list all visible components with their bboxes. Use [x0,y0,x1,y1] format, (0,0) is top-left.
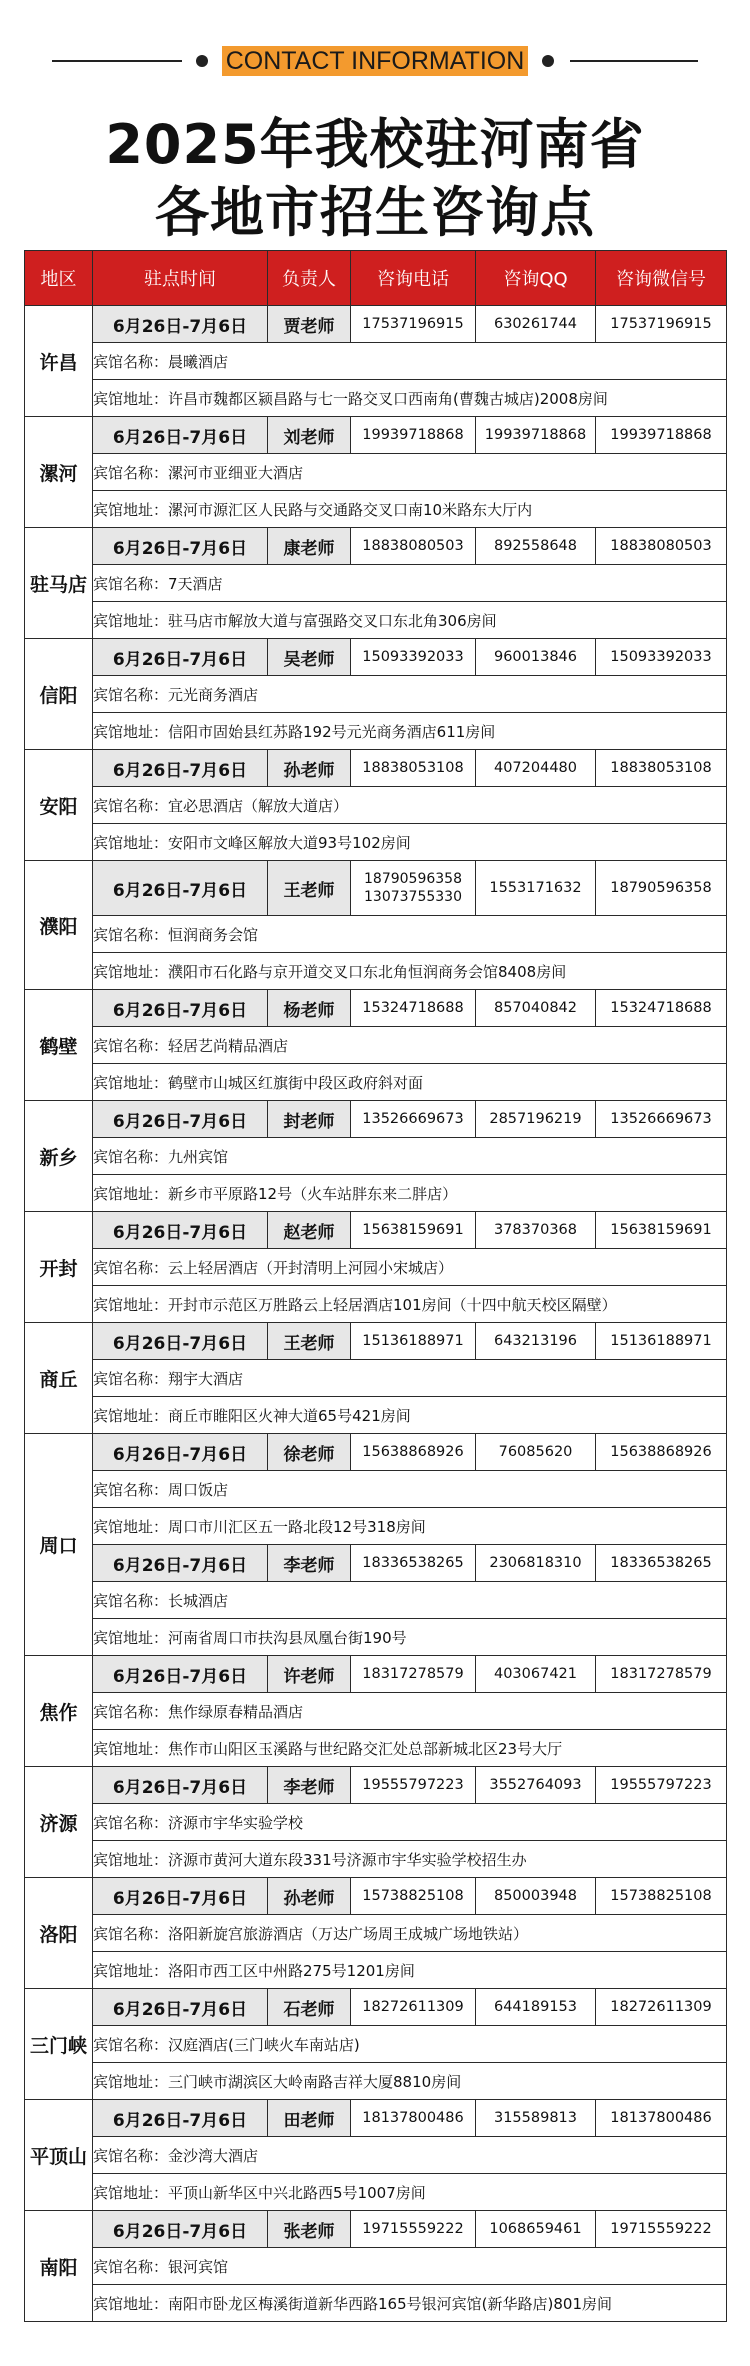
info-value: 宜必思酒店（解放大道店） [168,796,349,815]
period-cell: 6月26日-7月6日 [93,1545,268,1582]
table-row [25,1656,727,1693]
page-subtitle: 各地市招生咨询点 [155,181,595,244]
info-label: 宾馆地址： [93,500,169,519]
phone-cell: 19715559222 [351,2211,476,2248]
phone-number: 13073755330 [364,889,462,905]
contact-person: 孙老师 [268,1878,351,1915]
hotel-name [93,2137,727,2174]
wechat-cell: 13526669673 [596,1101,727,1138]
period-cell: 6月26日-7月6日 [93,306,268,343]
wechat-cell: 19555797223 [596,1767,727,1804]
wechat-cell: 15093392033 [596,639,727,676]
table-row [25,1434,727,1471]
contact-person: 刘老师 [268,417,351,454]
qq-cell: 644189153 [476,1989,596,2026]
region-cell: 安阳 [25,750,93,861]
info-value: 漯河市源汇区人民路与交通路交叉口南10米路东大厅内 [168,500,533,519]
info-label: 宾馆地址： [93,389,169,408]
table-row [25,2063,727,2100]
period-cell: 6月26日-7月6日 [93,1101,268,1138]
hotel-address [93,2063,727,2100]
table-row [25,2100,727,2137]
qq-cell: 76085620 [476,1434,596,1471]
contact-person: 王老师 [268,861,351,916]
info-label: 宾馆名称： [93,1147,169,1166]
info-label: 宾馆地址： [93,1184,169,1203]
info-value: 济源市宇华实验学校 [168,1813,304,1832]
table-row [25,1767,727,1804]
info-label: 宾馆名称： [93,1258,169,1277]
info-label: 宾馆地址： [93,1739,169,1758]
qq-cell: 2306818310 [476,1545,596,1582]
info-value: 鹤壁市山城区红旗街中段区政府斜对面 [168,1073,424,1092]
contact-person: 孙老师 [268,750,351,787]
hotel-name [93,1582,727,1619]
table-row [25,2211,727,2248]
region-cell: 鹤壁 [25,990,93,1101]
info-value: 濮阳市石化路与京开道交叉口东北角恒润商务会馆8408房间 [168,962,567,981]
table-row [25,1545,727,1582]
hotel-address [93,713,727,750]
info-value: 晨曦酒店 [168,352,229,371]
qq-cell: 315589813 [476,2100,596,2137]
period-cell: 6月26日-7月6日 [93,750,268,787]
info-label: 宾馆名称： [93,1480,169,1499]
hotel-name [93,1027,727,1064]
hotel-name [93,1915,727,1952]
phone-cell: 18317278579 [351,1656,476,1693]
info-label: 宾馆名称： [93,796,169,815]
table-row [25,491,727,528]
hotel-address [93,1508,727,1545]
divider-line [52,60,182,62]
period-cell: 6月26日-7月6日 [93,1989,268,2026]
info-value: 平顶山新华区中兴北路西5号1007房间 [168,2183,426,2202]
hotel-address [93,602,727,639]
qq-cell: 19939718868 [476,417,596,454]
table-row [25,953,727,990]
hotel-address [93,1730,727,1767]
hotel-address [93,1175,727,1212]
wechat-cell: 15324718688 [596,990,727,1027]
hotel-name [93,676,727,713]
phone-cell: 15136188971 [351,1323,476,1360]
region-cell: 信阳 [25,639,93,750]
table-row [25,1804,727,1841]
hotel-address [93,380,727,417]
hotel-address [93,2174,727,2211]
qq-cell: 1553171632 [476,861,596,916]
wechat-cell: 19939718868 [596,417,727,454]
table-row [25,454,727,491]
info-value: 安阳市文峰区解放大道93号102房间 [168,833,411,852]
wechat-cell: 18272611309 [596,1989,727,2026]
hotel-name [93,454,727,491]
qq-cell: 403067421 [476,1656,596,1693]
table-row [25,1175,727,1212]
contact-person: 贾老师 [268,306,351,343]
table-row [25,2137,727,2174]
info-label: 宾馆名称： [93,2035,169,2054]
contact-person: 王老师 [268,1323,351,1360]
info-label: 宾馆名称： [93,925,169,944]
info-value: 三门峡市湖滨区大岭南路吉祥大厦8810房间 [168,2072,462,2091]
table-row [25,1101,727,1138]
phone-cell: 15324718688 [351,990,476,1027]
bullet-dot [196,55,208,67]
info-label: 宾馆名称： [93,463,169,482]
wechat-cell: 19715559222 [596,2211,727,2248]
period-cell: 6月26日-7月6日 [93,1323,268,1360]
info-label: 宾馆地址： [93,2072,169,2091]
table-header-row [25,251,727,306]
phone-cell: 18838080503 [351,528,476,565]
region-cell: 濮阳 [25,861,93,990]
header-person: 负责人 [268,251,351,306]
hotel-name [93,1471,727,1508]
info-value: 周口市川汇区五一路北段12号318房间 [168,1517,426,1536]
info-value: 济源市黄河大道东段331号济源市宇华实验学校招生办 [168,1850,527,1869]
info-label: 宾馆地址： [93,722,169,741]
hotel-name [93,1249,727,1286]
contact-person: 吴老师 [268,639,351,676]
region-cell: 许昌 [25,306,93,417]
table-row [25,1323,727,1360]
info-value: 元光商务酒店 [168,685,259,704]
header-time: 驻点时间 [93,251,268,306]
region-cell: 平顶山 [25,2100,93,2211]
phone-cell: 18272611309 [351,1989,476,2026]
info-value: 信阳市固始县红苏路192号元光商务酒店611房间 [168,722,496,741]
table-row [25,380,727,417]
qq-cell: 892558648 [476,528,596,565]
table-row [25,750,727,787]
hotel-address [93,1952,727,1989]
hotel-address [93,1841,727,1878]
region-cell: 周口 [25,1434,93,1656]
info-value: 新乡市平原路12号（火车站胖东来二胖店） [168,1184,458,1203]
info-label: 宾馆名称： [93,1591,169,1610]
contact-person: 徐老师 [268,1434,351,1471]
info-label: 宾馆名称： [93,1702,169,1721]
table-row [25,639,727,676]
qq-cell: 630261744 [476,306,596,343]
info-value: 银河宾馆 [168,2257,229,2276]
wechat-cell: 18336538265 [596,1545,727,1582]
table-row [25,2026,727,2063]
table-row [25,528,727,565]
period-cell: 6月26日-7月6日 [93,1212,268,1249]
table-row [25,306,727,343]
info-label: 宾馆地址： [93,962,169,981]
region-cell: 焦作 [25,1656,93,1767]
phone-cell [351,861,476,916]
contact-person: 张老师 [268,2211,351,2248]
table-row [25,2248,727,2285]
table-row [25,713,727,750]
table-row [25,1952,727,1989]
contact-person: 石老师 [268,1989,351,2026]
qq-cell: 407204480 [476,750,596,787]
info-label: 宾馆名称： [93,1036,169,1055]
hotel-address [93,1286,727,1323]
contact-person: 康老师 [268,528,351,565]
region-cell: 商丘 [25,1323,93,1434]
region-cell: 济源 [25,1767,93,1878]
info-value: 汉庭酒店(三门峡火车南站店) [168,2035,360,2054]
hotel-name [93,916,727,953]
info-label: 宾馆名称： [93,1369,169,1388]
table-row [25,1360,727,1397]
contact-person: 李老师 [268,1545,351,1582]
info-label: 宾馆名称： [93,2257,169,2276]
phone-cell: 15738825108 [351,1878,476,1915]
info-label: 宾馆地址： [93,1850,169,1869]
phone-cell: 13526669673 [351,1101,476,1138]
period-cell: 6月26日-7月6日 [93,1767,268,1804]
wechat-cell: 15638159691 [596,1212,727,1249]
table-row [25,1138,727,1175]
qq-cell: 1068659461 [476,2211,596,2248]
hotel-address [93,824,727,861]
hotel-name [93,1804,727,1841]
phone-number: 18790596358 [364,871,462,887]
hotel-address [93,1619,727,1656]
header-phone: 咨询电话 [351,251,476,306]
table-row [25,1989,727,2026]
table-row [25,417,727,454]
info-value: 云上轻居酒店（开封清明上河园小宋城店） [168,1258,454,1277]
wechat-cell: 15638868926 [596,1434,727,1471]
period-cell: 6月26日-7月6日 [93,2100,268,2137]
contact-person: 赵老师 [268,1212,351,1249]
hotel-address [93,953,727,990]
info-label: 宾馆地址： [93,1406,169,1425]
contact-label: CONTACT INFORMATION [222,46,528,76]
info-label: 宾馆地址： [93,2294,169,2313]
table-row [25,1693,727,1730]
region-cell: 三门峡 [25,1989,93,2100]
table-row [25,824,727,861]
info-value: 驻马店市解放大道与富强路交叉口东北角306房间 [168,611,497,630]
table-row [25,916,727,953]
table-row [25,1397,727,1434]
hotel-name [93,2026,727,2063]
qq-cell: 3552764093 [476,1767,596,1804]
info-label: 宾馆名称： [93,352,169,371]
header-wechat: 咨询微信号 [596,251,727,306]
region-cell: 洛阳 [25,1878,93,1989]
wechat-cell: 18790596358 [596,861,727,916]
contact-banner [0,44,750,78]
info-value: 商丘市睢阳区火神大道65号421房间 [168,1406,411,1425]
phone-cell: 15093392033 [351,639,476,676]
region-cell: 南阳 [25,2211,93,2322]
phone-cell: 15638159691 [351,1212,476,1249]
info-label: 宾馆名称： [93,685,169,704]
qq-cell: 850003948 [476,1878,596,1915]
info-value: 焦作绿原春精品酒店 [168,1702,304,1721]
info-label: 宾馆地址： [93,1628,169,1647]
hotel-name [93,565,727,602]
table-row [25,1878,727,1915]
info-value: 开封市示范区万胜路云上轻居酒店101房间（十四中航天校区隔壁） [168,1295,617,1314]
table-row [25,1064,727,1101]
qq-cell: 857040842 [476,990,596,1027]
table-row [25,676,727,713]
hotel-name [93,1138,727,1175]
info-label: 宾馆名称： [93,2146,169,2165]
info-label: 宾馆名称： [93,1924,169,1943]
phone-cell: 17537196915 [351,306,476,343]
info-value: 许昌市魏都区颍昌路与七一路交叉口西南角(曹魏古城店)2008房间 [168,389,608,408]
wechat-cell: 18317278579 [596,1656,727,1693]
period-cell: 6月26日-7月6日 [93,639,268,676]
table-row [25,2174,727,2211]
wechat-cell: 15136188971 [596,1323,727,1360]
period-cell: 6月26日-7月6日 [93,2211,268,2248]
table-row [25,565,727,602]
phone-cell: 19939718868 [351,417,476,454]
info-value: 九州宾馆 [168,1147,229,1166]
table-row [25,1212,727,1249]
info-value: 恒润商务会馆 [168,925,259,944]
info-label: 宾馆地址： [93,1073,169,1092]
info-value: 洛阳新旋宫旅游酒店（万达广场周王成城广场地铁站） [168,1924,529,1943]
table-row [25,1841,727,1878]
info-value: 河南省周口市扶沟县凤凰台街190号 [168,1628,407,1647]
info-label: 宾馆名称： [93,574,169,593]
period-cell: 6月26日-7月6日 [93,1656,268,1693]
info-value: 漯河市亚细亚大酒店 [168,463,304,482]
info-value: 轻居艺尚精品酒店 [168,1036,289,1055]
phone-cell: 18137800486 [351,2100,476,2137]
phone-cell: 15638868926 [351,1434,476,1471]
info-value: 焦作市山阳区玉溪路与世纪路交汇处总部新城北区23号大厅 [168,1739,563,1758]
wechat-cell: 18137800486 [596,2100,727,2137]
hotel-address [93,2285,727,2322]
period-cell: 6月26日-7月6日 [93,1434,268,1471]
info-label: 宾馆地址： [93,1961,169,1980]
table-row [25,1730,727,1767]
period-cell: 6月26日-7月6日 [93,1878,268,1915]
qq-cell: 643213196 [476,1323,596,1360]
header-qq: 咨询QQ [476,251,596,306]
table-row [25,1508,727,1545]
contact-person: 封老师 [268,1101,351,1138]
contact-person: 杨老师 [268,990,351,1027]
table-row [25,1619,727,1656]
info-label: 宾馆地址： [93,611,169,630]
page-title: 2025年我校驻河南省 [105,113,645,176]
bullet-dot [542,55,554,67]
info-label: 宾馆地址： [93,1517,169,1536]
region-cell: 漯河 [25,417,93,528]
table-row [25,787,727,824]
info-value: 翔宇大酒店 [168,1369,244,1388]
region-cell: 开封 [25,1212,93,1323]
info-label: 宾馆地址： [93,2183,169,2202]
info-label: 宾馆名称： [93,1813,169,1832]
info-label: 宾馆地址： [93,1295,169,1314]
contact-person: 李老师 [268,1767,351,1804]
info-value: 金沙湾大酒店 [168,2146,259,2165]
consultation-table [24,250,727,2322]
info-value: 南阳市卧龙区梅溪街道新华西路165号银河宾馆(新华路店)801房间 [168,2294,612,2313]
period-cell: 6月26日-7月6日 [93,990,268,1027]
wechat-cell: 18838053108 [596,750,727,787]
wechat-cell: 17537196915 [596,306,727,343]
wechat-cell: 18838080503 [596,528,727,565]
table-row [25,343,727,380]
table-row [25,1915,727,1952]
contact-person: 田老师 [268,2100,351,2137]
phone-cell: 19555797223 [351,1767,476,1804]
table-row [25,1027,727,1064]
table-row [25,602,727,639]
hotel-name [93,1693,727,1730]
hotel-name [93,2248,727,2285]
table-row [25,1249,727,1286]
hotel-address [93,1397,727,1434]
wechat-cell: 15738825108 [596,1878,727,1915]
header-region: 地区 [25,251,93,306]
phone-cell: 18838053108 [351,750,476,787]
table-row [25,1286,727,1323]
info-value: 周口饭店 [168,1480,229,1499]
period-cell: 6月26日-7月6日 [93,417,268,454]
divider-line [570,60,698,62]
table-row [25,990,727,1027]
info-value: 7天酒店 [168,574,223,593]
info-value: 长城酒店 [168,1591,229,1610]
table-row [25,1471,727,1508]
hotel-name [93,787,727,824]
header [0,0,750,248]
region-cell: 驻马店 [25,528,93,639]
period-cell: 6月26日-7月6日 [93,861,268,916]
region-cell: 新乡 [25,1101,93,1212]
hotel-name [93,1360,727,1397]
table-row [25,1582,727,1619]
qq-cell: 378370368 [476,1212,596,1249]
qq-cell: 960013846 [476,639,596,676]
info-label: 宾馆地址： [93,833,169,852]
qq-cell: 2857196219 [476,1101,596,1138]
hotel-address [93,491,727,528]
hotel-name [93,343,727,380]
table-row [25,2285,727,2322]
period-cell: 6月26日-7月6日 [93,528,268,565]
contact-person: 许老师 [268,1656,351,1693]
table-row [25,861,727,916]
phone-cell: 18336538265 [351,1545,476,1582]
info-value: 洛阳市西工区中州路275号1201房间 [168,1961,415,1980]
hotel-address [93,1064,727,1101]
